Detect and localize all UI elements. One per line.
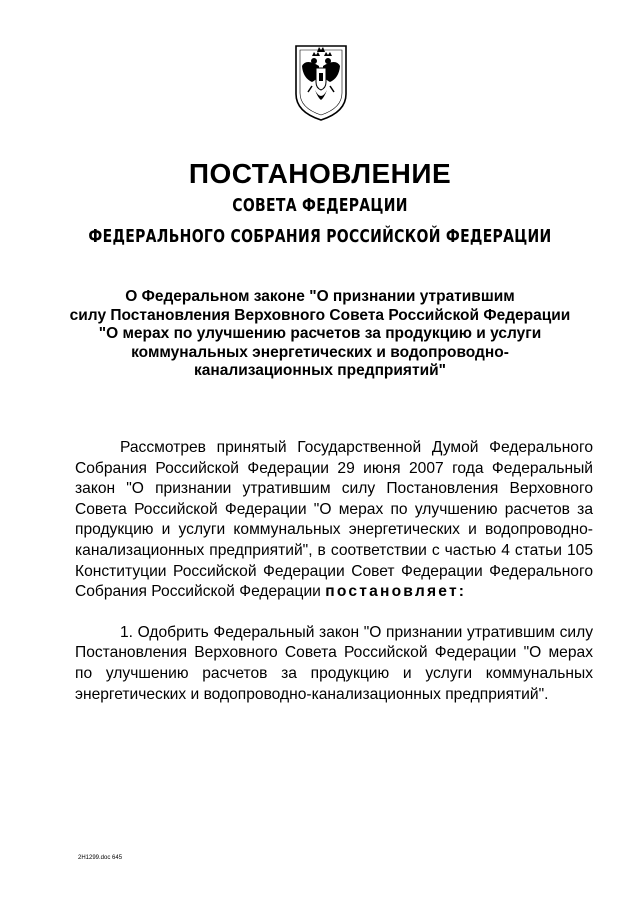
issuer-line-2: ФЕДЕРАЛЬНОГО СОБРАНИЯ РОССИЙСКОЙ ФЕДЕРАЦИИ	[88, 227, 552, 247]
issuer-line-1: СОВЕТА ФЕДЕРАЦИИ	[232, 196, 408, 216]
subject-line: силу Постановления Верховного Совета Российской Федерации	[69, 306, 571, 324]
document-reference: 2Н1299.doc 645	[78, 855, 123, 861]
coat-of-arms-icon	[290, 42, 352, 122]
decree-word: постановляет:	[325, 583, 467, 601]
resolution-paragraph: 1. Одобрить Федеральный закон "О признании утратившим силу Постановления Верховного Совета Российской Федерации "О мерах по улучшению расчетов за продукцию и услуги коммунальных энергетических и водопроводно-канализационных предприятий".	[75, 623, 593, 703]
subject-line: "О мерах по улучшению расчетов за продукцию и услуги	[98, 325, 542, 342]
subject-line: коммунальных энергетических и водопроводно-	[131, 343, 509, 361]
subject-line: О Федеральном законе "О признании утратившим	[125, 288, 515, 305]
subject-line: канализационных предприятий"	[194, 362, 446, 379]
document-body	[75, 438, 593, 705]
preamble-text: Рассмотрев принятый Государственной Думой Федерального Собрания Российской Федерации 29 июня 2007 года Федеральный закон "О признании утратившим силу Постановления Верховного Совета Российской Федерации "О мерах по улучшению расчетов за продукцию и услуги коммунальных энергетических и водопроводно-канализационных предприятий", в соответствии с частью 4 статьи 105 Конституции Российской Федерации Совет Федерации Федерального Собрания Российской Федерации	[75, 439, 593, 601]
preamble-paragraph	[75, 438, 593, 603]
document-subject	[60, 288, 580, 381]
document-title: ПОСТАНОВЛЕНИЕ	[188, 158, 452, 189]
